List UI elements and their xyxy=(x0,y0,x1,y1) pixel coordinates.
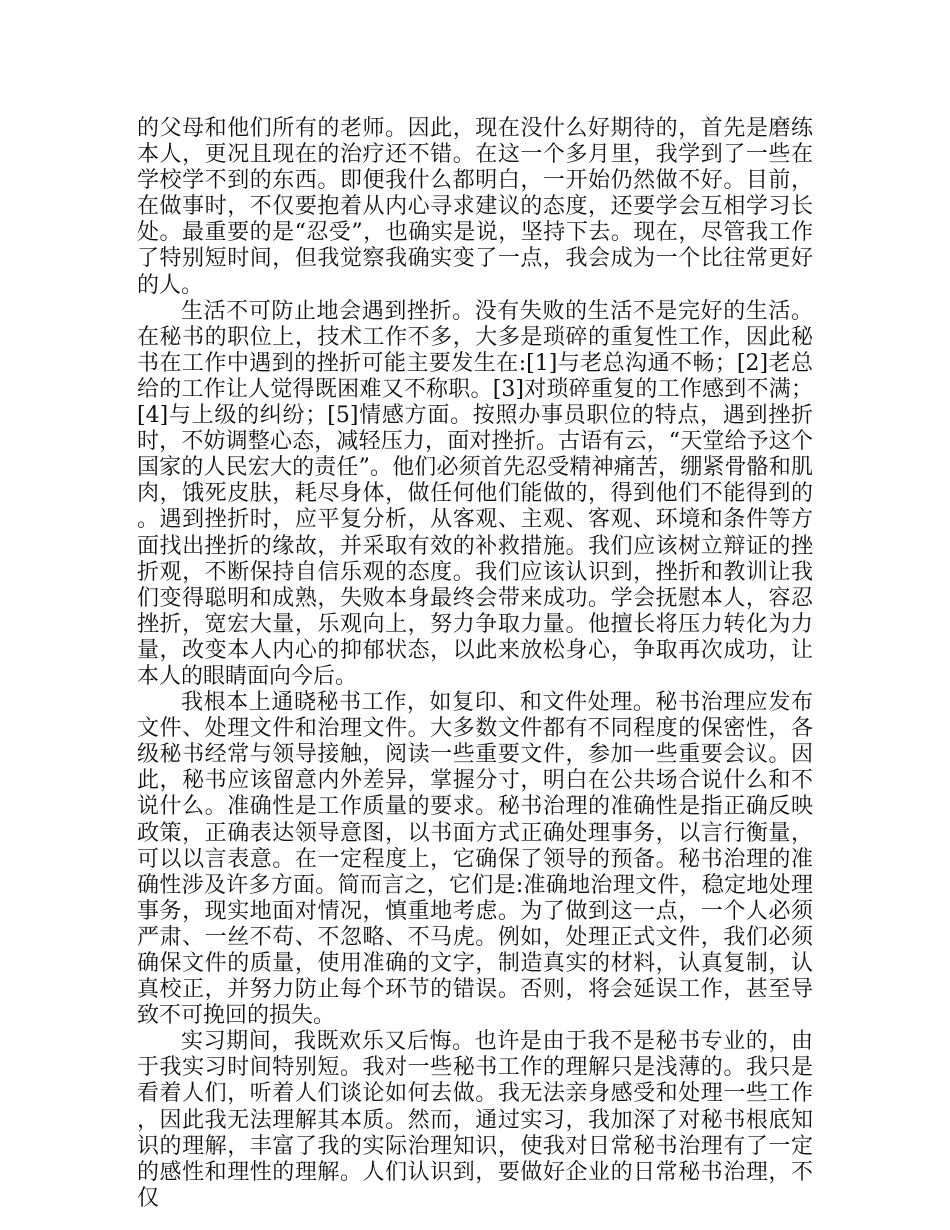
paragraph-4: 实习期间，我既欢乐又后悔。也许是由于我不是秘书专业的，由于我实习时间特别短。我对一些秘书工作的理解只是浅薄的。我只是看着人们，听着人们谈论如何去做。我无法亲身感受和处理一些工作，因此我无法理解其本质。然而，通过实习，我加深了对秘书根底知识的理解，丰富了我的实际治理知识，使我对日常秘书治理有了一定的感性和理性的理解。人们认识到，要做好企业的日常秘书治理，不仅 xyxy=(137,1029,813,1211)
document-body xyxy=(137,116,813,1212)
paragraph-2: 生活不可防止地会遇到挫折。没有失败的生活不是完好的生活。在秘书的职位上，技术工作不多，大多是琐碎的重复性工作，因此秘书在工作中遇到的挫折可能主要发生在:[1]与老总沟通不畅；[2]老总给的工作让人觉得既困难又不称职。[3]对琐碎重复的工作感到不满；[4]与上级的纠纷；[5]情感方面。按照办事员职位的特点，遇到挫折时，不妨调整心态，减轻压力，面对挫折。古语有云，“天堂给予这个国家的人民宏大的责任”。他们必须首先忍受精神痛苦，绷紧骨骼和肌肉，饿死皮肤，耗尽身体，做任何他们能做的，得到他们不能得到的。遇到挫折时，应平复分析，从客观、主观、客观、环境和条件等方面找出挫折的缘故，并采取有效的补救措施。我们应该树立辩证的挫折观，不断保持自信乐观的态度。我们应该认识到，挫折和教训让我们变得聪明和成熟，失败本身最终会带来成功。学会抚慰本人，容忍挫折，宽宏大量，乐观向上，努力争取力量。他擅长将压力转化为力量，改变本人内心的抑郁状态，以此来放松身心，争取再次成功，让本人的眼睛面向今后。 xyxy=(137,298,813,689)
paragraph-3: 我根本上通晓秘书工作，如复印、和文件处理。秘书治理应发布文件、处理文件和治理文件。大多数文件都有不同程度的保密性，各级秘书经常与领导接触，阅读一些重要文件，参加一些重要会议。因此，秘书应该留意内外差异，掌握分寸，明白在公共场合说什么和不说什么。准确性是工作质量的要求。秘书治理的准确性是指正确反映政策，正确表达领导意图，以书面方式正确处理事务，以言行衡量，可以以言表意。在一定程度上，它确保了领导的预备。秘书治理的准确性涉及许多方面。简而言之，它们是:准确地治理文件，稳定地处理事务，现实地面对情况，慎重地考虑。为了做到这一点，一个人必须严肃、一丝不苟、不忽略、不马虎。例如，处理正式文件，我们必须确保文件的质量，使用准确的文字，制造真实的材料，认真复制，认真校正，并努力防止每个环节的错误。否则，将会延误工作，甚至导致不可挽回的损失。 xyxy=(137,690,813,1029)
paragraph-1: 的父母和他们所有的老师。因此，现在没什么好期待的，首先是磨练本人，更况且现在的治疗还不错。在这一个多月里，我学到了一些在学校学不到的东西。即便我什么都明白，一开始仍然做不好。目前，在做事时，不仅要抱着从内心寻求建议的态度，还要学会互相学习长处。最重要的是“忍受”，也确实是说，坚持下去。现在，尽管我工作了特别短时间，但我觉察我确实变了一点，我会成为一个比往常更好的人。 xyxy=(137,116,813,298)
